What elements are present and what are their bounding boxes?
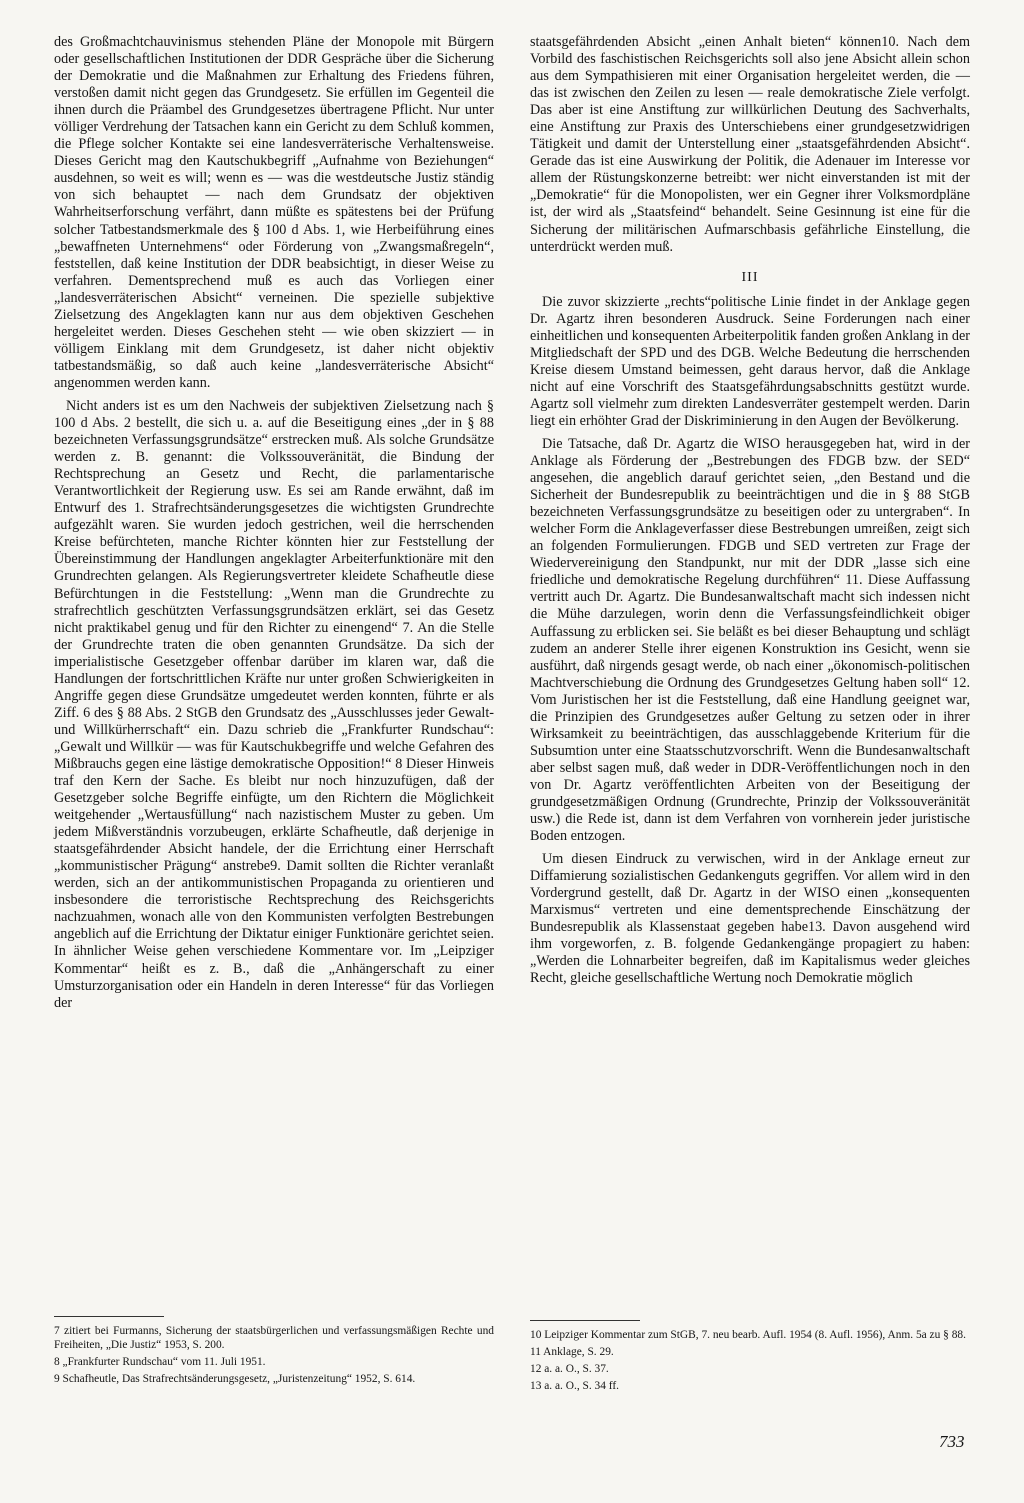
right-footnotes bbox=[530, 1328, 970, 1396]
right-column bbox=[530, 34, 970, 987]
left-footnotes bbox=[54, 1324, 494, 1389]
footnote-12: 12 a. a. O., S. 37. bbox=[530, 1363, 609, 1375]
right-paragraph-1: staatsgefährdenden Absicht „einen Anhalt bieten“ können10. Nach dem Vorbild des faschistischen Reichsgerichts soll also jene Absicht allein schon aus dem Sympathisieren mit einer Organisation hergeleitet werden, die — das ist zwischen den Zeilen zu lesen — reale demokratische Ziele verfolgt. Das aber ist eine Anstiftung zur willkürlichen Deutung des Sachverhalts, eine Anstiftung zur Praxis des Unterschiebens einer grundgesetzwidrigen Tätigkeit und damit der Unterstellung einer „staatsgefährdenden Absicht“. Gerade das ist eine Auswirkung der Politik, die Adenauer im Interesse vor allem der Rüstungskonzerne betreibt: wer nicht einverstanden ist mit der „Demokratie“ für die Monopolisten, wer ein Gegner ihrer Volksmordpläne ist, der wird als „Staatsfeind“ behandelt. Seine Gesinnung ist eine für die Sicherung der militärischen Aufmarschbasis gefährliche Einstellung, die unterdrückt werden muß. bbox=[530, 34, 970, 255]
footnote-13: 13 a. a. O., S. 34 ff. bbox=[530, 1380, 620, 1392]
section-heading: III bbox=[741, 269, 759, 285]
footnote-7: 7 zitiert bei Furmanns, Sicherung der staatsbürgerlichen und verfassungsmäßigen Rechte und Freiheiten, „Die Justiz“ 1953, S. 200. bbox=[54, 1325, 494, 1351]
right-footnote-separator bbox=[530, 1320, 640, 1321]
left-paragraph-2: Nicht anders ist es um den Nachweis der subjektiven Zielsetzung nach § 100 d Abs. 2 bestellt, die sich u. a. auf die Beseitigung eines „der in § 88 bezeichneten Verfassungsgrundsätze“ erstrecken muß. Als solche Grundsätze werden z. B. genannt: die Volkssouveränität, die Bindung der Rechtsprechung an Gesetz und Recht, die parlamentarische Verantwortlichkeit der Regierung usw. Es sei am Rande erwähnt, daß im Entwurf des 1. Strafrechtsänderungsgesetzes die wichtigsten Grundrechte aufgezählt waren. Sie wurden jedoch gestrichen, weil die herrschenden Kreise befürchteten, manche Richter könnten hier zur Feststellung der Übereinstimmung der Handlungen angeklagter Arbeiterfunktionäre mit den Grundrechten gelangen. Als Regierungsvertreter kleidete Schafheutle diese Befürchtungen in die Feststellung: „Wenn man die Grundrechte zu strafrechtlich geschützten Verfassungsgrundsätzen erklärt, sei das Gesetz nicht praktikabel genug und für den Richter zu einengend“ 7. An die Stelle der Grundrechte traten die oben genannten Grundsätze. Da sich der imperialistische Gesetzgeber offenbar darüber im klaren war, daß die Handlungen der fortschrittlichen Kräfte nur unter großen Schwierigkeiten in Angriffe gegen diese Grundsätze umgedeutet werden konnten, führte er als Ziff. 6 des § 88 Abs. 2 StGB den Grundsatz des „Ausschlusses jeder Gewalt- und Willkürherrschaft“ ein. Dazu schrieb die „Frankfurter Rundschau“: „Gewalt und Willkür — was für Kautschukbegriffe und welche Gefahren des Mißbrauchs gegen eine lästige demokratische Opposition!“ 8 Dieser Hinweis traf den Kern der Sache. Es bleibt nur noch hinzuzufügen, daß der Gesetzgeber solche Begriffe einfügte, um den Richtern die Möglichkeit weitgehender „Wertausfüllung“ nach nazistischem Muster zu geben. Um jedem Mißverständnis vorzubeugen, erklärte Schafheutle, daß derjenige in staatsgefährdender Absicht handele, der die Errichtung einer Herrschaft „kommunistischer Prägung“ anstrebe9. Damit sollten die Richter veranlaßt werden, sich an der antikommunistischen Propaganda zu orientieren und insbesondere die terroristische Rechtsprechung des Reichsgerichts nachzuahmen, wonach alle von den Kommunisten verfolgten Bestrebungen angeblich auf die Errichtung der Diktatur einiger Funktionäre gerichtet seien. In ähnlicher Weise gehen verschiedene Kommentare vor. Im „Leipziger Kommentar“ heißt es z. B., daß die „Anhängerschaft zu einer Umsturzorganisation oder ein Handeln in deren Interesse“ für das Vorliegen der bbox=[54, 397, 494, 1011]
left-column bbox=[54, 34, 494, 1012]
right-paragraph-3: Die Tatsache, daß Dr. Agartz die WISO herausgegeben hat, wird in der Anklage als Förderung der „Bestrebungen des FDGB bzw. der SED“ angesehen, die angeblich darauf gerichtet seien, „den Bestand und die Sicherheit der Bundesrepublik zu beeinträchtigen und die in § 88 StGB bezeichneten Verfassungsgrundsätze zu beseitigen oder zu untergraben“. In welcher Form die Anklageverfasser diese Bestrebungen umreißen, zeigt sich an folgenden Formulierungen. FDGB und SED vertreten zur Frage der Wiedervereinigung den Standpunkt, nur mit der DDR „lasse sich eine friedliche und demokratische Regelung durchführen“ 11. Diese Auffassung vertritt auch Dr. Agartz. Die Bundesanwaltschaft macht sich indessen nicht die Mühe darzulegen, worin denn die Verfassungsfeindlichkeit obiger Auffassung zu erblicken sei. Sie beläßt es bei dieser Behauptung und schlägt zudem an anderer Stelle ihrer eigenen Konstruktion ins Gesicht, wenn sie ausführt, daß nirgends gesagt werde, ob nach einer „ökonomisch-politischen Machtverschiebung die Ordnung des Grundgesetzes Geltung haben soll“ 12. Vom Juristischen her ist die Feststellung, daß eine Handlung geeignet war, die Prinzipien des Grundgesetzes außer Geltung zu setzen oder in ihrer Wirksamkeit zu beeinträchtigen, das ausschlaggebende Kriterium für die Subsumtion unter eine Staatsschutzvorschrift. Wenn die Bundesanwaltschaft aber selbst sagen muß, daß weder in DDR-Veröffentlichungen noch in den von Dr. Agartz veröffentlichten Arbeiten von der Beseitigung der grundgesetzmäßigen Ordnung (Grundrechte, Prinzip der Volkssouveränität usw.) die Rede ist, dann ist dem Verfahren von vornherein jeder juristische Boden entzogen. bbox=[530, 435, 970, 845]
right-paragraph-2: Die zuvor skizzierte „rechts“politische Linie findet in der Anklage gegen Dr. Agartz ihren besonderen Ausdruck. Seine Forderungen nach einer einheitlichen und konsequenten Arbeiterpolitik fanden großen Anklang in der Mitgliedschaft der SPD und des DGB. Welche Bedeutung die herrschenden Kreise diesem Umstand beimessen, geht daraus hervor, daß die Anklage nicht auf eine Vorschrift des Staatsgefährdungsabschnitts gestützt wurde. Agartz soll vielmehr zum direkten Landesverräter gestempelt werden. Darin liegt ein erhöhter Grad der Diskriminierung in den Augen der Bevölkerung. bbox=[530, 293, 970, 429]
right-paragraph-4: Um diesen Eindruck zu verwischen, wird in der Anklage erneut zur Diffamierung sozialistischen Gedankenguts gegriffen. Vor allem wird in den Vordergrund gestellt, daß Dr. Agartz in der WISO einen „konsequenten Marxismus“ vertreten und eine dementsprechende Einschätzung der Bundesrepublik als Klassenstaat gegeben habe13. Davon ausgehend wird ihm vorgeworfen, z. B. folgende Gedankengänge propagiert zu haben: „Werden die Lohnarbeiter begreifen, daß im Kapitalismus weder gleiches Recht, gleiche gesellschaftliche Wertung noch Demokratie möglich bbox=[530, 851, 970, 987]
footnote-9: 9 Schafheutle, Das Strafrechtsänderungsgesetz, „Juristenzeitung“ 1952, S. 614. bbox=[54, 1373, 416, 1385]
left-paragraph-1: des Großmachtchauvinismus stehenden Pläne der Monopole mit Bürgern oder gesellschaftlichen Institutionen der DDR Gespräche über die Sicherung der Demokratie und die Maßnahmen zur Erhaltung des Friedens führen, verstoßen damit nicht gegen das Grundgesetz. Sie erfüllen im Gegenteil die ihnen durch die Präambel des Grundgesetzes übertragene Pflicht. Nur unter völliger Verdrehung der Tatsachen kann ein Gericht zu dem Schluß kommen, die Pflege solcher Kontakte sei eine landesverräterische Verhaltensweise. Dieses Gericht mag den Kautschukbegriff „Aufnahme von Beziehungen“ ausdehnen, so weit es will; wenn es — was die westdeutsche Justiz ständig von sich behauptet — nach dem Grundsatz der objektiven Wahrheitserforschung verfährt, dann müßte es spätestens bei der Prüfung solcher Tatbestandsmerkmale des § 100 d Abs. 1, wie Herbeiführung eines „bewaffneten Unternehmens“ oder Förderung von „Zwangsmaßregeln“, feststellen, daß keine Institution der DDR beabsichtigt, in dieser Weise zu verfahren. Dementsprechend muß es auch das Vorliegen einer „landesverräterischen Absicht“ verneinen. Die spezielle subjektive Zielsetzung des Angeklagten kann nur aus dem objektiven Geschehen hergeleitet werden. Dieses Geschehen steht — wie oben skizziert — in völligem Einklang mit dem Grundgesetz, ist daher nicht objektiv tatbestandsmäßig, so daß auch keine „landesverräterische Absicht“ angenommen werden kann. bbox=[54, 34, 494, 391]
footnote-8: 8 „Frankfurter Rundschau“ vom 11. Juli 1951. bbox=[54, 1356, 266, 1368]
footnote-10: 10 Leipziger Kommentar zum StGB, 7. neu bearb. Aufl. 1954 (8. Aufl. 1956), Anm. 5a zu § 88. bbox=[530, 1329, 966, 1341]
left-footnote-separator bbox=[54, 1316, 164, 1317]
footnote-11: 11 Anklage, S. 29. bbox=[530, 1346, 614, 1358]
page-number: 733 bbox=[939, 1432, 965, 1451]
